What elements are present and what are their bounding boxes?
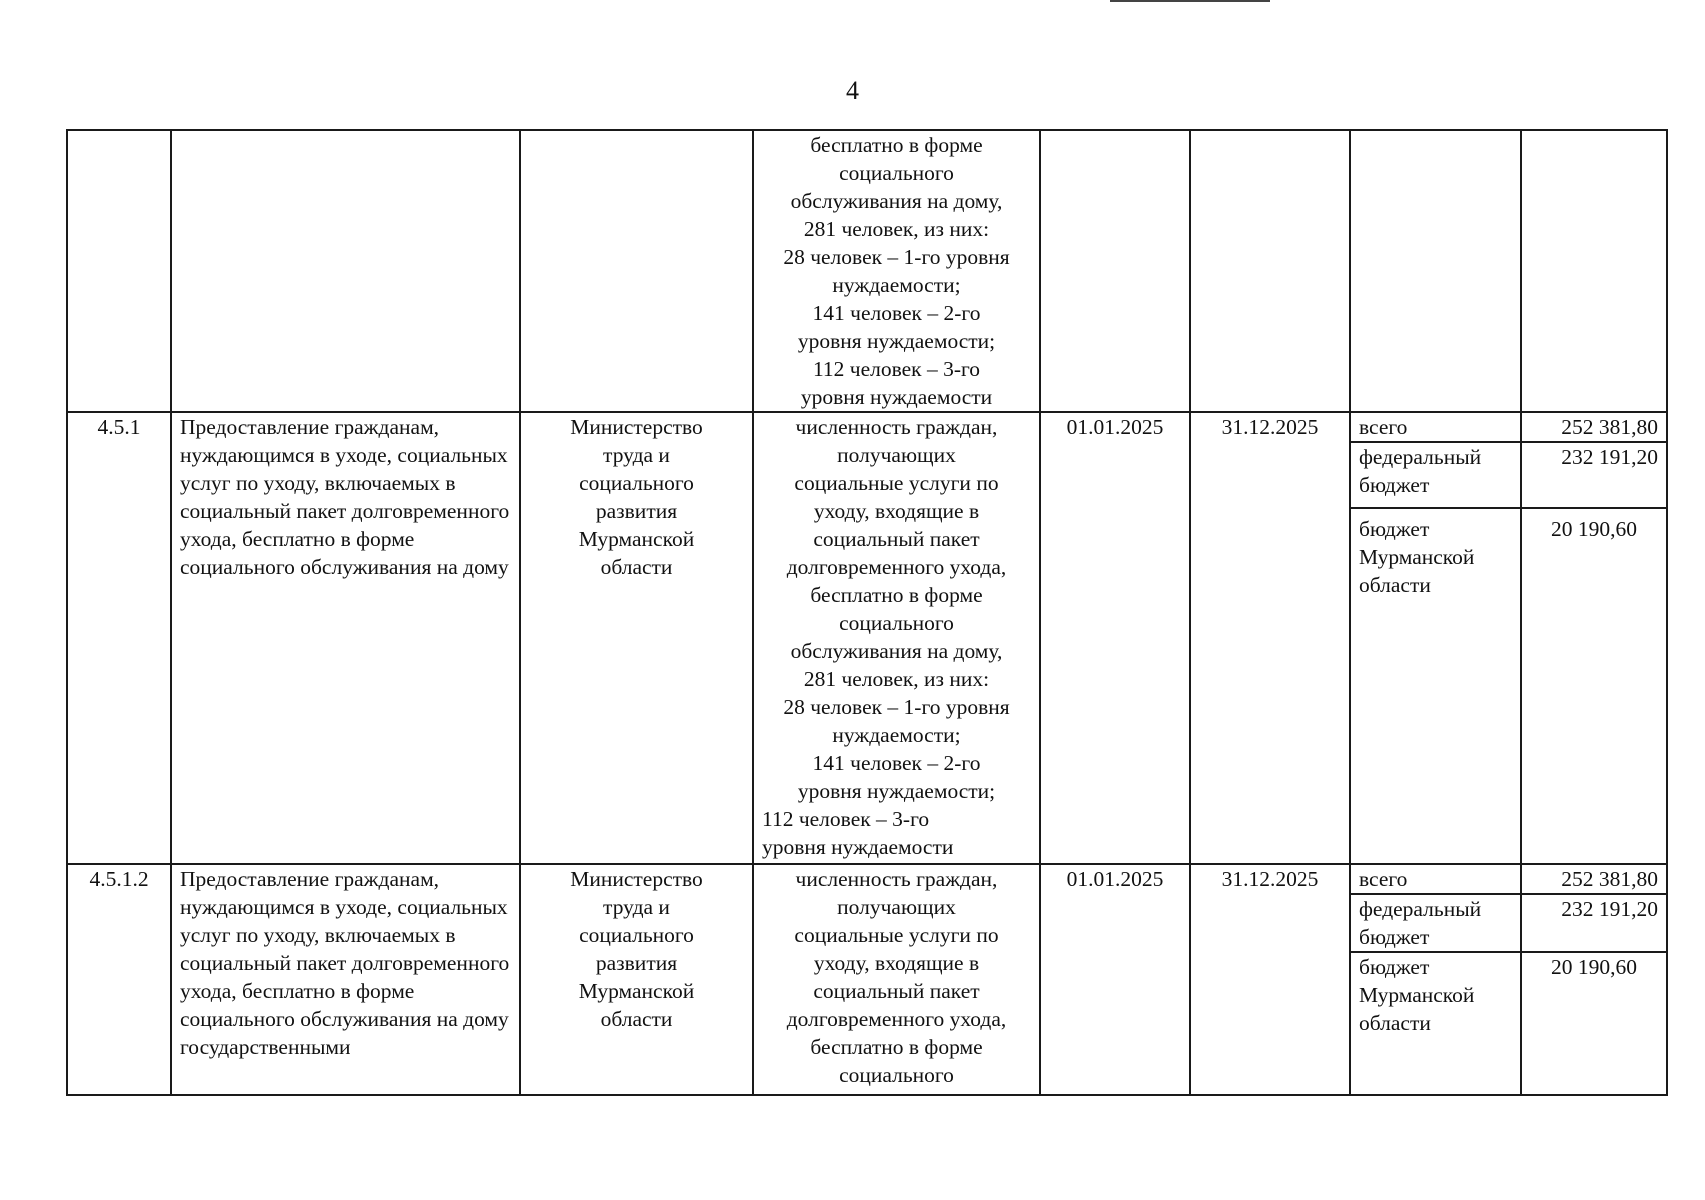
cell-amount: 232 191,20 (1521, 442, 1667, 508)
indicator-line: социальный пакет (813, 979, 980, 1003)
cell-amount: 20 190,60 (1521, 508, 1667, 864)
cell-name: Предоставление гражданам, нуждающимся в уходе, социальных услуг по уходу, включаемых в социальный пакет долговременного ухода, бесплатно в форме социального обслуживания на дому (171, 412, 520, 864)
indicator-line: 28 человек – 1-го уровня (783, 245, 1010, 269)
executor-line: Мурманской (578, 527, 695, 551)
indicator-line: уровня нуждаемости; (797, 779, 996, 803)
indicator-line: социального (839, 1063, 954, 1087)
indicator-line: получающих (837, 895, 956, 919)
cell-name: Предоставление гражданам, нуждающимся в уходе, социальных услуг по уходу, включаемых в социальный пакет долговременного ухода, бесплатно в форме социального обслуживания на дому государственными (171, 864, 520, 1095)
cell-num: 4.5.1 (67, 412, 171, 864)
indicator-line: 281 человек, из них: (803, 217, 990, 241)
activities-table (66, 129, 1668, 1096)
executor-line: развития (595, 951, 678, 975)
cell-amount: 232 191,20 (1521, 894, 1667, 952)
indicator-line: 281 человек, из них: (803, 667, 990, 691)
indicator-line: долговременного ухода, (786, 555, 1007, 579)
cell-source: федеральный бюджет (1350, 894, 1521, 952)
cell-source: бюджет Мурманской области (1350, 508, 1521, 864)
indicator-line: 28 человек – 1-го уровня (783, 695, 1010, 719)
activity-row (67, 864, 1667, 894)
indicator-line: бесплатно в форме (810, 583, 983, 607)
indicator-line: социального (839, 611, 954, 635)
indicator-line: социальные услуги по (794, 923, 999, 947)
indicator-line: уровня нуждаемости (800, 385, 993, 409)
cell-end: 31.12.2025 (1190, 864, 1350, 1095)
indicator-line: обслуживания на дому, (790, 639, 1003, 663)
executor-line: развития (595, 499, 678, 523)
continuation-row (67, 130, 1667, 412)
indicator-line: уходу, входящие в (813, 499, 980, 523)
cell-start: 01.01.2025 (1040, 412, 1190, 864)
executor-line: области (600, 1007, 673, 1031)
indicator-line: 112 человек – 3-го (762, 807, 930, 831)
cell-start (1040, 130, 1190, 412)
page-number: 4 (846, 76, 859, 105)
executor-line: области (600, 555, 673, 579)
executor-line: Министерство (570, 867, 703, 891)
cell-amount (1521, 130, 1667, 412)
cell-end (1190, 130, 1350, 412)
cell-indicator (753, 130, 1040, 412)
cell-name (171, 130, 520, 412)
indicator-line: уровня нуждаемости (762, 835, 954, 859)
cell-num: 4.5.1.2 (67, 864, 171, 1095)
indicator-line: обслуживания на дому, (790, 189, 1003, 213)
cell-num (67, 130, 171, 412)
indicator-line: 141 человек – 2-го (812, 751, 981, 775)
indicator-line: численность граждан, (795, 415, 998, 439)
indicator-line: нуждаемости; (832, 723, 961, 747)
indicator-line: 141 человек – 2-го (812, 301, 981, 325)
indicator-line: бесплатно в форме (810, 1035, 983, 1059)
cell-source: федеральный бюджет (1350, 442, 1521, 508)
activity-row (67, 412, 1667, 442)
executor-line: Мурманской (578, 979, 695, 1003)
indicator-line: бесплатно в форме (810, 133, 983, 157)
executor-line: Министерство (570, 415, 703, 439)
cell-executor (520, 412, 753, 864)
indicator-line: долговременного ухода, (786, 1007, 1007, 1031)
cell-start: 01.01.2025 (1040, 864, 1190, 1095)
cell-amount: 252 381,80 (1521, 412, 1667, 442)
indicator-line: социальный пакет (813, 527, 980, 551)
cell-source: всего (1350, 864, 1521, 894)
indicator-line: социальные услуги по (794, 471, 999, 495)
cell-executor (520, 130, 753, 412)
executor-line: труда и (603, 895, 670, 919)
indicator-line: уходу, входящие в (813, 951, 980, 975)
cell-amount: 20 190,60 (1521, 952, 1667, 1095)
indicator-line: социального (839, 161, 954, 185)
indicator-line: численность граждан, (795, 867, 998, 891)
cell-source: всего (1350, 412, 1521, 442)
indicator-line: нуждаемости; (832, 273, 961, 297)
cell-end: 31.12.2025 (1190, 412, 1350, 864)
cell-executor (520, 864, 753, 1095)
indicator-line: получающих (837, 443, 956, 467)
cell-source (1350, 130, 1521, 412)
executor-line: социального (579, 471, 694, 495)
cell-indicator (753, 864, 1040, 1095)
cell-indicator (753, 412, 1040, 864)
executor-line: труда и (603, 443, 670, 467)
cell-source: бюджет Мурманской области (1350, 952, 1521, 1095)
top-rule (1110, 0, 1270, 2)
cell-amount: 252 381,80 (1521, 864, 1667, 894)
indicator-line: 112 человек – 3-го (812, 357, 981, 381)
indicator-line: уровня нуждаемости; (797, 329, 996, 353)
executor-line: социального (579, 923, 694, 947)
